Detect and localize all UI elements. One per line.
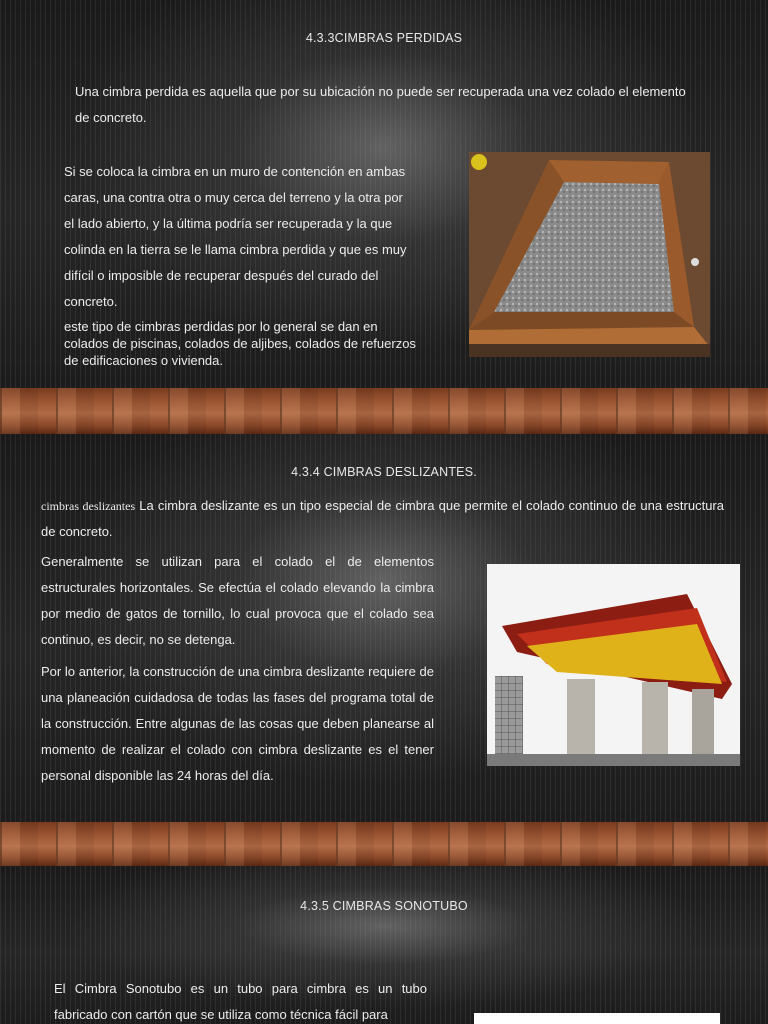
section-title: 4.3.5 CIMBRAS SONOTUBO: [300, 899, 468, 913]
body-paragraph-2: este tipo de cimbras perdidas por lo general se dan en colados de piscinas, colados de aljibes, colados de refuerzos de edificaciones o vivienda.: [64, 319, 416, 368]
slipform-bridge-photo: [487, 564, 740, 766]
section-title: 4.3.3CIMBRAS PERDIDAS: [305, 31, 463, 45]
wood-floor-divider: [0, 822, 768, 866]
wood-floor-divider: [0, 388, 768, 434]
slide-cimbras-deslizantes: [0, 434, 768, 822]
slipform-bridge-illustration: [487, 564, 740, 766]
intro-paragraph: [41, 493, 724, 545]
body-paragraph: Si se coloca la cimbra en un muro de contención en ambas caras, una contra otra o muy cerca del terreno y la otra por el lado abierto, y la última podría ser recuperada y la que colinda en la tierra se le llama cimbra perdida y que es muy difícil o imposible de recuperar después del curado del concreto.: [64, 164, 407, 309]
body-paragraph-1: El Cimbra Sonotubo es un tubo para cimbra es un tubo fabricado con cartón que se utiliza como técnica fácil para: [54, 981, 427, 1022]
section-title: 4.3.4 CIMBRAS DESLIZANTES.: [291, 465, 477, 479]
intro-rest: La cimbra deslizante es un tipo especial de cimbra que permite el colado continuo de una estructura de concreto.: [41, 498, 724, 539]
slide-cimbras-sonotubo: [0, 866, 768, 1024]
intro-lead-term: cimbras deslizantes: [41, 499, 136, 513]
slide-cimbras-perdidas: [0, 0, 768, 388]
body-paragraph-1: Generalmente se utilizan para el colado el de elementos estructurales horizontales. Se efectúa el colado elevando la cimbra por medio de gatos de tornillo, lo cual provoca que el colado sea continuo, es decir, no se detenga.: [41, 554, 434, 647]
body-paragraph-2: Por lo anterior, la construcción de una cimbra deslizante requiere de una planeación cuidadosa de todas las fases del programa total de la construcción. Entre algunas de las cosas que deben planearse al momento de realizar el colado con cimbra deslizante es el tener personal disponible las 24 horas del día.: [41, 664, 434, 783]
intro-paragraph: Una cimbra perdida es aquella que por su ubicación no puede ser recuperada una vez colado el elemento de concreto.: [75, 84, 686, 125]
sonotubo-photo-placeholder: [474, 1013, 720, 1024]
formwork-pool-photo: [469, 152, 710, 357]
formwork-pool-illustration: [469, 152, 710, 357]
